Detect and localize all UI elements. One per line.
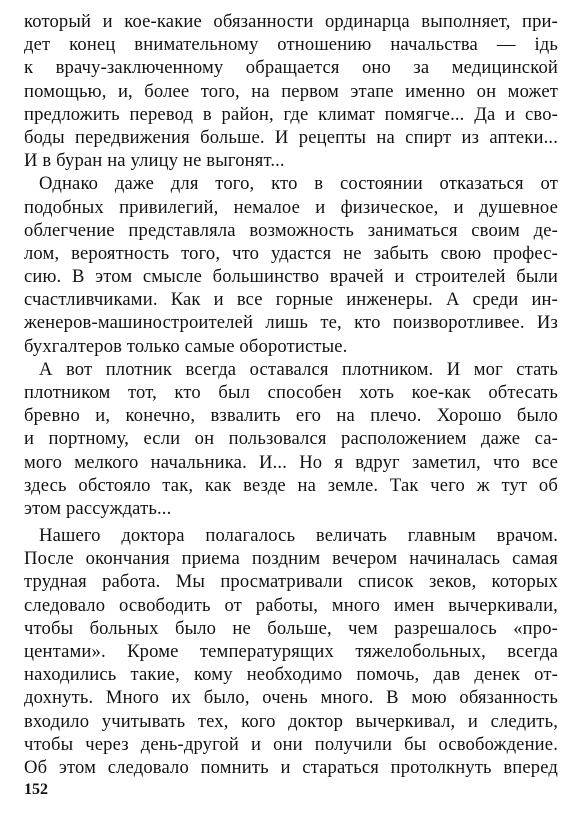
text-section-lower — [24, 524, 558, 779]
text-line: трудная работа. Мы просматривали список зеков, которых — [24, 571, 558, 593]
text-line: этом рассуждать... — [24, 497, 172, 519]
text-line: помощью, и, более того, на первом этапе именно он может — [24, 80, 558, 102]
text-line: центами». Кроме температурящих тяжелобольных, всегда — [24, 640, 558, 662]
text-line: подобных привилегий, немалое и физическое, и душевное — [24, 196, 558, 218]
text-line: дет конец внимательному отношению начальства — ідь — [24, 34, 558, 56]
text-line: плотником тот, кто был способен хоть кое-как обтесать — [24, 382, 558, 403]
text-line: мого мелкого начальника. И... Но я вдруг заметил, что все — [24, 451, 558, 473]
paragraph — [24, 10, 558, 172]
text-line: к врачу-заключенному обращается оно за медицинской — [24, 57, 558, 79]
text-line: входило учитывать тех, кого доктор вычеркивал, и следить, — [24, 710, 558, 732]
text-line: Однако даже для того, кто в состоянии отказаться от — [39, 173, 558, 195]
text-line: облегчение представляла возможность заниматься своим де- — [24, 219, 558, 241]
text-line: женеров-машиностроителей лишь те, кто поизворотливее. Из — [24, 312, 558, 334]
text-line: чтобы через день-другой и они получили бы освобождение. — [24, 733, 558, 755]
text-line: бревно и, конечно, взвалить его на плечо. Хорошо было — [24, 405, 558, 427]
text-line: находились такие, кому необходимо помочь, дав денек от- — [24, 664, 558, 686]
text-line: сию. В этом смысле большинство врачей и строителей были — [24, 266, 558, 288]
text-line: бухгалтеров только самые оборотистые. — [24, 335, 348, 357]
text-line: здесь обстояло так, как везде на земле. Так чего ж тут об — [24, 474, 558, 496]
text-line: Об этом следовало помнить и стараться протолкнуть вперед — [24, 756, 558, 778]
page-number: 152 — [24, 781, 48, 798]
text-line: следовало освободить от работы, много имен вычеркивали, — [24, 594, 558, 616]
text-line: предложить перевод в район, где климат помягче... Да и сво- — [24, 103, 558, 125]
text-section-upper — [24, 10, 558, 520]
text-line: который и кое-какие обязанности ординарца выполняет, при- — [24, 11, 558, 32]
text-line: И в буран на улицу не выгонят... — [24, 150, 285, 172]
text-line: А вот плотник всегда оставался плотником. И мог стать — [39, 358, 558, 380]
text-line: боды передвижения больше. И рецепты на спирт из аптеки... — [24, 126, 558, 148]
text-line: счастливчиками. Как и все горные инженеры. А среди ин- — [24, 289, 558, 311]
text-line: и портному, если он пользовался расположением даже са- — [24, 428, 558, 450]
text-line: чтобы больных было не больше, чем разрешалось «про- — [24, 617, 558, 639]
text-line: Нашего доктора полагалось величать главным врачом. — [39, 525, 558, 546]
paragraph — [24, 172, 558, 358]
paragraph — [24, 358, 558, 520]
text-line: лом, вероятность того, что удастся не забыть свою профес- — [24, 242, 558, 264]
text-line: После окончания приема поздним вечером начиналась самая — [24, 548, 558, 570]
paragraph — [24, 524, 558, 779]
text-line: дохнуть. Много их было, очень много. В мою обязанность — [24, 687, 558, 709]
